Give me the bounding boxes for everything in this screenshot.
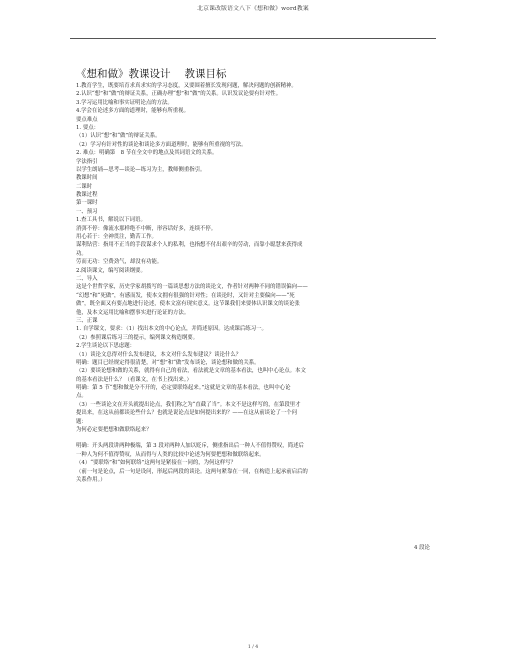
- text-line: 一种人为何不值得赞叹，从而得与人类的比较中论述为何要把想和做联络起来。: [76, 451, 265, 458]
- section-heading: 教课过程: [76, 192, 98, 199]
- text-line: （1）认识“想”和“做”的辩证关系。: [76, 133, 161, 140]
- document-title: [76, 66, 241, 81]
- section-heading: 学法指引: [76, 158, 98, 165]
- page-number: 1 / 4: [247, 645, 259, 650]
- text-line: 二课时: [76, 183, 93, 190]
- text-line: 他，及本文运用比喻和摆事实进行论证的方法。: [76, 309, 190, 316]
- text-line: 做”，既全面又有要点地进行论述，使本文富有现实意义。这节课我们来要体认识课文的谈论张: [76, 301, 300, 308]
- text-line: “幻想”和“死做”，有感而发，使本文拥有很强的针对性；在谈论时，又针对主要偏向——“死: [76, 292, 295, 299]
- text-line: 2.认识“想”和“做”的辩证关系，正确办理“想”和“做”的关系。认识发议论要有针对性。: [76, 91, 282, 98]
- text-line: （1）谈论文总得对什么发布建议，本文对什么发布建议？谈论什么？: [76, 351, 242, 358]
- text-line: （3）一些谈论文在开头就提出论点，我们称之为“直截了当”。本文不是这样写的，在第段里才: [76, 401, 301, 408]
- text-line: 劳而无功：空费劲气，却没有功能。: [76, 259, 163, 266]
- page-header: 北京课改版语文八下《想和做》word教案: [197, 6, 309, 12]
- text-line: 以学生朗诵—思考—谈论—练习为主，教师侧重指引。: [76, 166, 206, 173]
- text-line: （2）要谈论想和做的关系，就得有自己的看法，看法就是文章的基本看法，也叫中心论点。本文: [76, 368, 306, 375]
- text-line: 2. 难点：明确第 8 节在全文中的地点及其词语文的关系。: [76, 150, 218, 157]
- margin-note: 4 段论: [414, 545, 430, 551]
- text-line: 1. 自学课文，要求：（1）找出本文的中心论点，并简述原因。达成课后练习一。: [76, 326, 267, 333]
- text-line: 的基本看法是什么？（看课文，在书上找出来。）: [76, 376, 192, 383]
- text-line: 明确：题目已经规定得很清楚，对“想”和“做”发布谈论，谈论想和做的关系。: [76, 359, 260, 366]
- text-line: （前一句是论点，后一句是设问，形起后两段的谈论。这两句紧靠在一同，在构造上起承前启后的: [76, 468, 308, 475]
- text-line: 功。: [76, 250, 87, 257]
- section-heading: 三、正课: [76, 317, 98, 324]
- text-line: 4.学会在论述多方面的道理时，能够有所重视。: [76, 108, 189, 115]
- text-line: 提出来，在这从前都谈论些什么？也就是说论点是如何提出来的？——在这从前谈论了一个问: [76, 410, 298, 417]
- text-line: 明确：开头两段讲两种极端，第 3 段对两种人加以贬斥，侧重指出后一种人不值得赞叹，简述后: [76, 443, 304, 450]
- text-line: 点。: [76, 393, 87, 400]
- text-line: （2）学习有针对性的谈论和谈论多方面道理时，能够有所重视的写法。: [76, 141, 247, 148]
- text-line: 2.学生谈论以下思虑题：: [76, 343, 136, 350]
- section-heading: 要点难点: [76, 116, 98, 123]
- text-line: 关系作用。）: [76, 476, 106, 483]
- text-line: 明确：第 5 节“想和做是分不开的，必定要联络起来。”这就是文章的基本看法，也叫中心论: [76, 385, 291, 392]
- title-objectives: 教课目标: [184, 68, 227, 80]
- section-heading: 教课时间: [76, 175, 98, 182]
- text-line: 消弭不停：像流水那样绝不中断，形容话好多，连续不停。: [76, 225, 217, 232]
- text-line: 3.学习运用比喻和事实证明论点的方法。: [76, 99, 173, 106]
- header-divider: [70, 38, 436, 39]
- text-line: （2）参照课后练习三的提示，编列课文构造纲要。: [76, 334, 199, 341]
- text-line: 用心若于：全神贯注，勤苦工作。: [76, 234, 157, 241]
- document-body: [76, 82, 432, 484]
- section-heading: 一、预习: [76, 208, 98, 215]
- text-line: 1. 要点：: [76, 124, 100, 131]
- text-line: 谋利钻营：指用不正当的手段谋求个人的私利，也指想不付出艰辛的劳动，而靠小聪慧来获得成: [76, 242, 303, 249]
- text-line: 2.阅读课文，编写阅读纲要。: [76, 267, 146, 274]
- text-line: 题：: [76, 418, 87, 425]
- title-main: 《想和做》教课设计: [76, 68, 171, 80]
- text-line: 1.教育学生，既要培育求真求实的学习态度，又要围着擅长发现问题，解决问题的创新精神。: [76, 83, 297, 89]
- text-line: 1.查工具书，解说以下词语。: [76, 217, 146, 224]
- text-line: 为何必定要把想和做联络起来？: [76, 427, 152, 434]
- text-line: 第一课时: [76, 200, 98, 207]
- section-heading: 二、导入: [76, 275, 98, 282]
- text-line: 这是个世哲学家，历史学家胡拨写的一篇谈思想方法的谈论文，作者针对两种不同的错误偏向——: [76, 284, 308, 291]
- text-line: （4）“要联络”和“如何联络”这两句是紧接在一同的，为何这样写？: [76, 460, 237, 467]
